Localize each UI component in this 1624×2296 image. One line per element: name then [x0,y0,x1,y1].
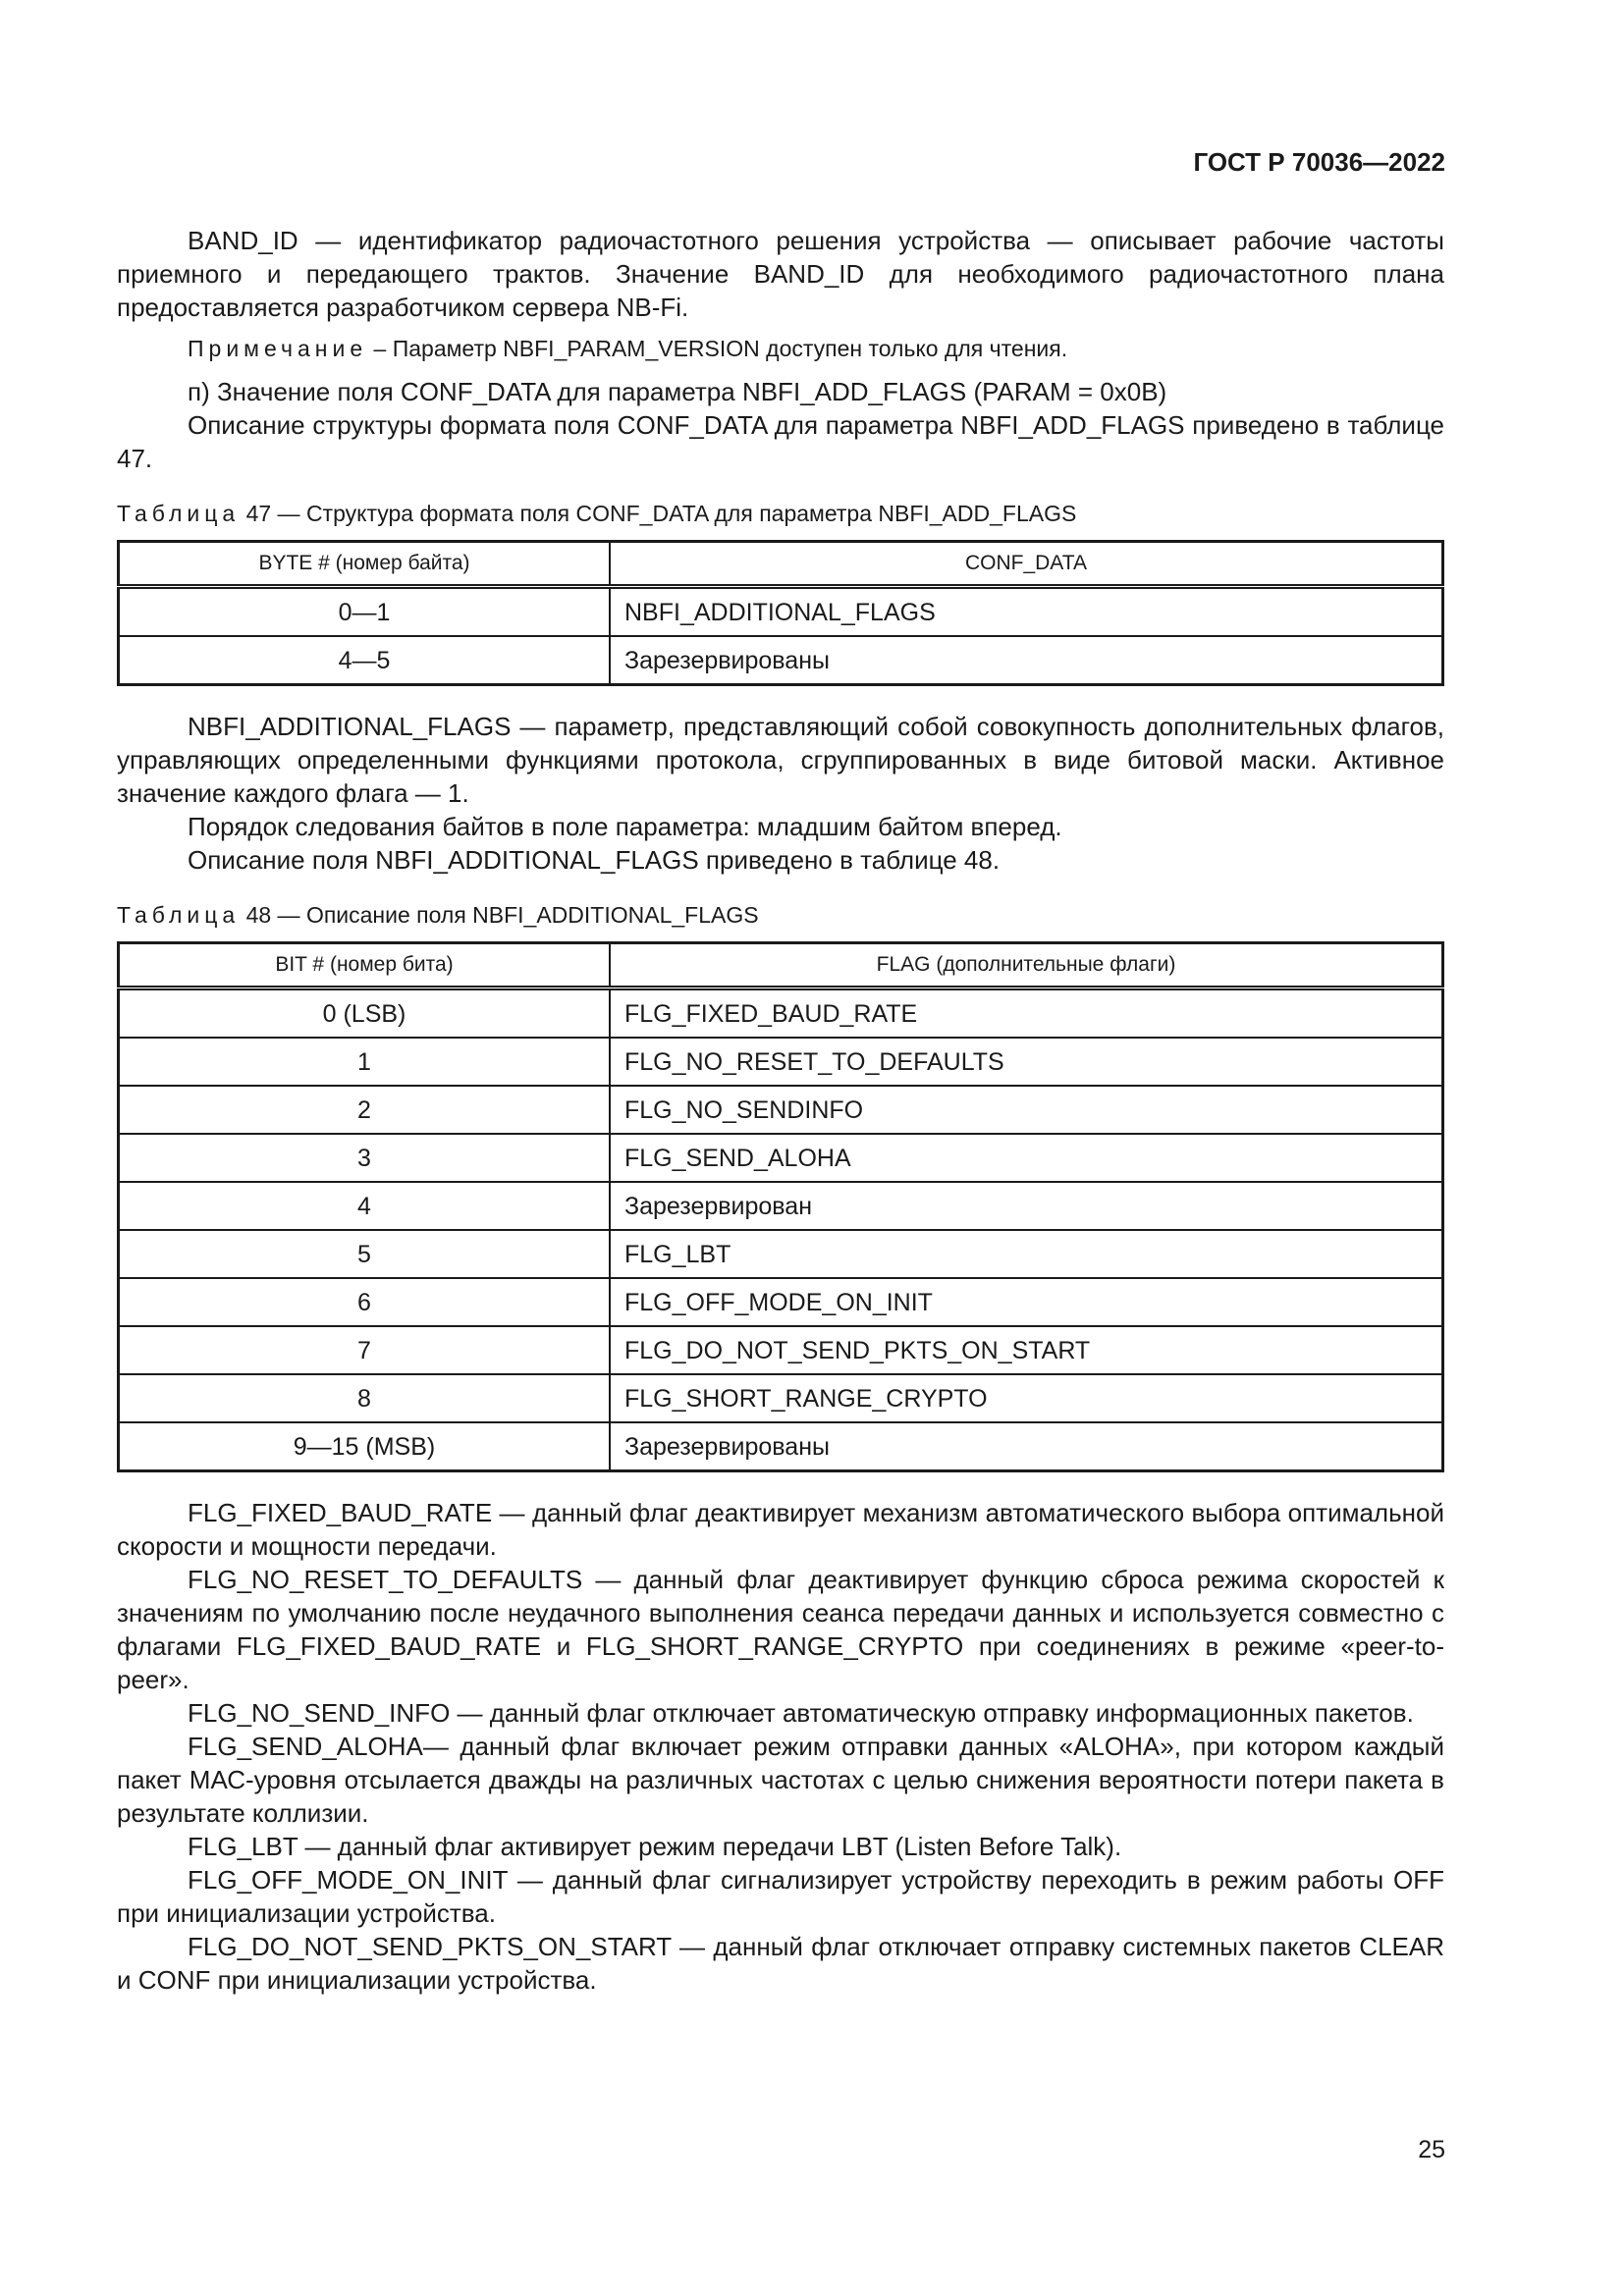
table-cell: 4 [119,1182,611,1230]
table-row [119,1038,1443,1086]
table48-caption-label: Таблица [117,902,241,928]
flag-description: FLG_OFF_MODE_ON_INIT — данный флаг сигнализирует устройству переходить в режим работы OFF при инициализации устройства. [117,1865,1444,1928]
table-cell: 2 [119,1086,611,1134]
table-cell: FLG_FIXED_BAUD_RATE [610,988,1443,1039]
table-row [119,1374,1443,1422]
table-header-cell: BYTE # (номер байта) [119,542,611,587]
flag-description: FLG_LBT — данный флаг активирует режим передачи LBT (Listen Before Talk). [188,1832,1122,1861]
table47-caption [117,497,1444,530]
flag-description: FLG_SEND_ALOHA— данный флаг включает режим отправки данных «ALOHA», при котором каждый пакет МАС-уровня отсылается дважды на различных частотах с целью снижения вероятности потери пакета в результате коллизии. [117,1732,1444,1828]
table-cell: 0—1 [119,587,611,637]
table-cell: 9—15 (MSB) [119,1422,611,1471]
table-48 [117,941,1444,1472]
note [117,332,1444,365]
table-cell: FLG_OFF_MODE_ON_INIT [610,1278,1443,1326]
table-row [119,1182,1443,1230]
table-header-row [119,943,1443,988]
table48-caption-text: 48 — Описание поля NBFI_ADDITIONAL_FLAGS [240,902,759,928]
table-header-cell: BIT # (номер бита) [119,943,611,988]
table48-reference-paragraph: Описание поля NBFI_ADDITIONAL_FLAGS приведено в таблице 48. [188,845,1001,875]
table-cell: NBFI_ADDITIONAL_FLAGS [610,587,1443,637]
table-row [119,636,1443,685]
table-row [119,1278,1443,1326]
table-cell: FLG_LBT [610,1230,1443,1278]
table-row [119,1326,1443,1374]
table47-caption-text: 47 — Структура формата поля CONF_DATA для параметра NBFI_ADD_FLAGS [240,501,1077,526]
table-cell: 3 [119,1134,611,1182]
table-cell: 5 [119,1230,611,1278]
table-cell: 7 [119,1326,611,1374]
table-cell: FLG_SEND_ALOHA [610,1134,1443,1182]
page-content [117,224,1444,1997]
table-cell: FLG_SHORT_RANGE_CRYPTO [610,1374,1443,1422]
table-47 [117,540,1444,686]
note-label: Примечание [188,336,368,361]
table-row [119,1230,1443,1278]
table-cell: 1 [119,1038,611,1086]
table-cell: Зарезервирован [610,1182,1443,1230]
flag-descriptions [117,1496,1444,1997]
table-header-cell: FLAG (дополнительные флаги) [610,943,1443,988]
table-row [119,1422,1443,1471]
table-row [119,1086,1443,1134]
table48-caption [117,898,1444,932]
band-id-paragraph: BAND_ID — идентификатор радиочастотного решения устройства — описывает рабочие частоты приемного и передающего трактов. Значение BAND_ID для необходимого радиочастотного плана предоставляется разработчиком сервера NB-Fi. [117,226,1444,322]
table-cell: FLG_NO_SENDINFO [610,1086,1443,1134]
table-header-cell: CONF_DATA [610,542,1443,587]
table-cell: 6 [119,1278,611,1326]
table-cell: FLG_NO_RESET_TO_DEFAULTS [610,1038,1443,1086]
flag-description: FLG_NO_RESET_TO_DEFAULTS — данный флаг деактивирует функцию сброса режима скоростей к значениям по умолчанию после неудачного выполнения сеанса передачи данных и используется совместно с флагами FLG_FIXED_BAUD_RATE и FLG_SHORT_RANGE_CRYPTO при соединениях в режиме «peer-to-peer». [117,1565,1444,1694]
item-n-description: Описание структуры формата поля CONF_DATA для параметра NBFI_ADD_FLAGS приведено в таблице 47. [117,410,1444,473]
table47-caption-label: Таблица [117,501,241,526]
table-row [119,1134,1443,1182]
table-row [119,587,1443,637]
table-cell: 0 (LSB) [119,988,611,1039]
table-row [119,988,1443,1039]
byte-order-paragraph: Порядок следования байтов в поле параметра: младшим байтом вперед. [188,812,1062,841]
table-cell: Зарезервированы [610,1422,1443,1471]
document-id-header: ГОСТ Р 70036—2022 [1193,147,1445,177]
item-n-heading: п) Значение поля CONF_DATA для параметра NBFI_ADD_FLAGS (PARAM = 0x0B) [188,377,1167,406]
page-number: 25 [1418,2136,1445,2163]
table-cell: Зарезервированы [610,636,1443,685]
flag-description: FLG_DO_NOT_SEND_PKTS_ON_START — данный флаг отключает отправку системных пакетов CLEAR и CONF при инициализации устройства. [117,1932,1444,1995]
flag-description: FLG_NO_SEND_INFO — данный флаг отключает автоматическую отправку информационных пакетов. [188,1698,1414,1728]
table-cell: FLG_DO_NOT_SEND_PKTS_ON_START [610,1326,1443,1374]
additional-flags-paragraph: NBFI_ADDITIONAL_FLAGS — параметр, представляющий собой совокупность дополнительных флагов, управляющих определенными функциями протокола, сгруппированных в виде битовой маски. Активное значение каждого флага — 1. [117,712,1444,808]
table-cell: 8 [119,1374,611,1422]
flag-description: FLG_FIXED_BAUD_RATE — данный флаг деактивирует механизм автоматического выбора оптимальной скорости и мощности передачи. [117,1498,1444,1561]
table-cell: 4—5 [119,636,611,685]
table-header-row [119,542,1443,587]
note-text: – Параметр NBFI_PARAM_VERSION доступен только для чтения. [367,336,1068,361]
